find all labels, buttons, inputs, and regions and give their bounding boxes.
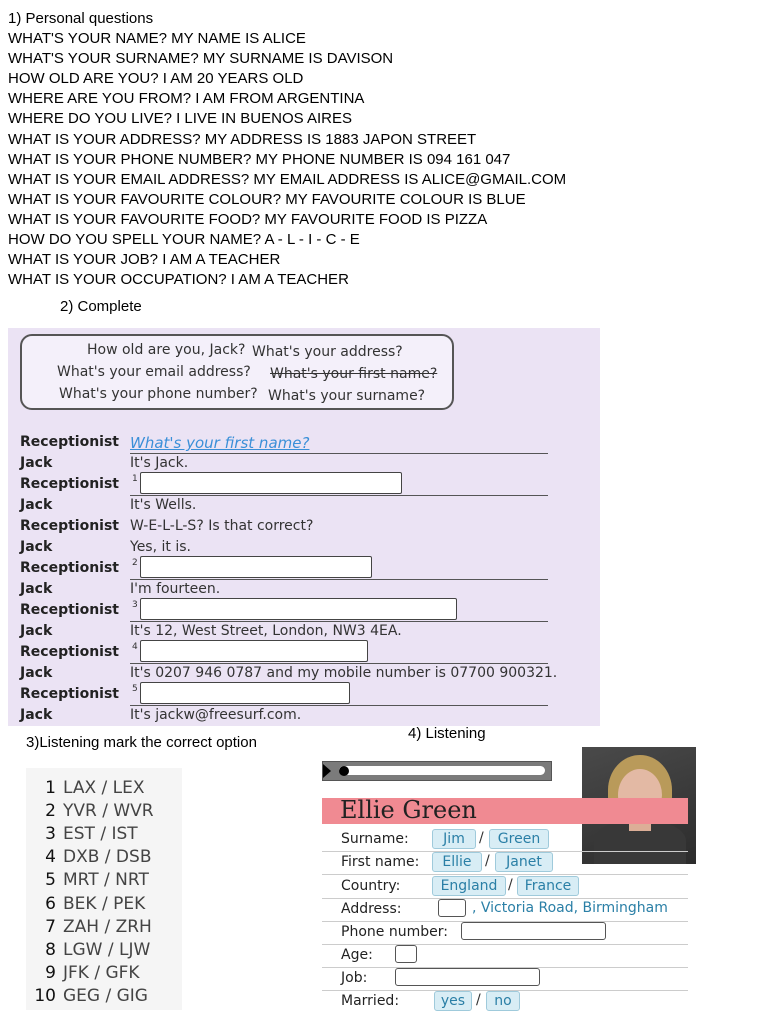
dialogue-row xyxy=(8,644,600,665)
code-option-row[interactable] xyxy=(26,778,145,800)
code-option-row[interactable] xyxy=(26,870,149,892)
item-number: 2 xyxy=(45,801,56,821)
speaker-receptionist: Receptionist xyxy=(20,518,119,534)
field-label: Country: xyxy=(341,878,401,894)
jack-line: I'm fourteen. xyxy=(130,581,221,597)
option-jim[interactable]: Jim xyxy=(432,829,476,849)
dialogue-row xyxy=(8,476,600,497)
answer-input-5[interactable] xyxy=(140,682,350,704)
field-phone xyxy=(322,921,688,945)
qa-line: WHAT'S YOUR SURNAME? MY SURNAME IS DAVISON xyxy=(8,50,394,68)
audio-player[interactable] xyxy=(322,761,552,781)
qa-line: WHERE ARE YOU FROM? I AM FROM ARGENTINA xyxy=(8,90,365,108)
code-option-row[interactable] xyxy=(26,847,151,869)
field-address xyxy=(322,898,688,922)
blank-number: 2 xyxy=(132,558,138,568)
example-answer: What's your first name? xyxy=(130,434,310,452)
code-option-row[interactable] xyxy=(26,801,154,823)
answer-input-1[interactable] xyxy=(140,472,402,494)
answer-input-3[interactable] xyxy=(140,598,457,620)
answer-input-4[interactable] xyxy=(140,640,368,662)
speaker-jack: Jack xyxy=(20,497,53,513)
item-number: 4 xyxy=(45,847,56,867)
field-label: Address: xyxy=(341,901,402,917)
qa-line: WHAT IS YOUR ADDRESS? MY ADDRESS IS 1883 JAPON STREET xyxy=(8,130,477,148)
option-janet[interactable]: Janet xyxy=(495,852,553,872)
section-title: 2) Complete xyxy=(60,298,142,315)
question-option: What's your surname? xyxy=(268,388,426,404)
answer-line xyxy=(130,621,548,622)
qa-line: WHAT'S YOUR NAME? MY NAME IS ALICE xyxy=(8,30,306,48)
code-option-row[interactable] xyxy=(26,894,145,916)
qa-line: WHERE DO YOU LIVE? I LIVE IN BUENOS AIRES xyxy=(8,110,352,128)
field-surname xyxy=(322,828,688,852)
dialogue-row xyxy=(8,707,600,728)
option-ellie[interactable]: Ellie xyxy=(432,852,482,872)
dialogue-row xyxy=(8,497,600,518)
option-separator: / xyxy=(508,877,513,893)
phone-input[interactable] xyxy=(461,922,606,940)
speaker-jack: Jack xyxy=(20,623,53,639)
field-label: Job: xyxy=(341,970,368,986)
personal-questions xyxy=(8,9,628,290)
dialogue-row xyxy=(8,602,600,623)
answer-line xyxy=(130,453,548,454)
section-title: 1) Personal questions xyxy=(8,10,154,27)
code-option-row[interactable] xyxy=(26,963,140,985)
jack-line: It's Wells. xyxy=(130,497,197,513)
dialogue-row xyxy=(8,686,600,707)
qa-line: HOW DO YOU SPELL YOUR NAME? A - L - I - C - E xyxy=(8,231,360,249)
question-box xyxy=(20,334,454,410)
section-title: 4) Listening xyxy=(408,725,486,742)
item-number: 5 xyxy=(45,870,56,890)
profile-card xyxy=(322,798,688,1012)
speaker-jack: Jack xyxy=(20,455,53,471)
question-option: How old are you, Jack? xyxy=(87,342,246,358)
speaker-jack: Jack xyxy=(20,539,53,555)
speaker-receptionist: Receptionist xyxy=(20,686,119,702)
address-street: , Victoria Road, Birmingham xyxy=(472,900,668,916)
speaker-jack: Jack xyxy=(20,707,53,723)
question-option: What's your email address? xyxy=(57,364,251,380)
field-married xyxy=(322,990,688,1013)
code-options: LAX / LEX xyxy=(63,778,145,798)
audio-progress-track[interactable] xyxy=(339,766,545,775)
code-option-row[interactable] xyxy=(26,824,138,846)
field-label: Age: xyxy=(341,947,373,963)
jack-line: It's jackw@freesurf.com. xyxy=(130,707,302,723)
jack-line: It's 0207 946 0787 and my mobile number is 07700 900321. xyxy=(130,665,558,681)
item-number: 8 xyxy=(45,940,56,960)
play-icon[interactable] xyxy=(323,764,331,778)
option-france[interactable]: France xyxy=(517,876,579,896)
airport-code-list xyxy=(26,768,182,1010)
item-number: 3 xyxy=(45,824,56,844)
question-option: What's your phone number? xyxy=(59,386,258,402)
field-country xyxy=(322,875,688,899)
field-label: First name: xyxy=(341,854,420,870)
field-first-name xyxy=(322,851,688,875)
jack-line: It's Jack. xyxy=(130,455,189,471)
answer-line xyxy=(130,579,548,580)
code-options: LGW / LJW xyxy=(63,940,151,960)
option-green[interactable]: Green xyxy=(489,829,549,849)
qa-line: WHAT IS YOUR PHONE NUMBER? MY PHONE NUMBER IS 094 161 047 xyxy=(8,150,511,168)
code-option-row[interactable] xyxy=(26,940,150,962)
section-title: 3)Listening mark the correct option xyxy=(26,734,257,751)
code-options: DXB / DSB xyxy=(63,847,152,867)
code-options: JFK / GFK xyxy=(63,963,140,983)
code-options: BEK / PEK xyxy=(63,894,146,914)
card-header xyxy=(322,798,688,824)
dialogue-row xyxy=(8,518,600,539)
address-number-input[interactable] xyxy=(438,899,466,917)
answer-line xyxy=(130,495,548,496)
blank-number: 3 xyxy=(132,600,138,610)
question-option: What's your address? xyxy=(252,344,403,360)
card-title: Ellie Green xyxy=(340,796,477,824)
speaker-receptionist: Receptionist xyxy=(20,644,119,660)
item-number: 6 xyxy=(45,894,56,914)
code-options: GEG / GIG xyxy=(63,986,148,1006)
qa-line: WHAT IS YOUR FAVOURITE FOOD? MY FAVOURITE FOOD IS PIZZA xyxy=(8,210,488,228)
option-separator: / xyxy=(476,992,481,1008)
field-label: Surname: xyxy=(341,831,409,847)
field-job xyxy=(322,967,688,991)
code-option-row[interactable] xyxy=(26,917,152,939)
field-label: Phone number: xyxy=(341,924,448,940)
jack-line: It's 12, West Street, London, NW3 4EA. xyxy=(130,623,402,639)
speaker-jack: Jack xyxy=(20,665,53,681)
field-label: Married: xyxy=(341,993,400,1009)
code-options: EST / IST xyxy=(63,824,138,844)
code-options: YVR / WVR xyxy=(63,801,154,821)
option-separator: / xyxy=(479,830,484,846)
option-separator: / xyxy=(485,853,490,869)
receptionist-line: W-E-L-L-S? Is that correct? xyxy=(130,518,314,534)
code-option-row[interactable] xyxy=(26,986,148,1008)
code-options: ZAH / ZRH xyxy=(63,917,152,937)
audio-scrubber-handle[interactable] xyxy=(339,766,349,776)
speaker-receptionist: Receptionist xyxy=(20,476,119,492)
option-no[interactable]: no xyxy=(486,991,520,1011)
speaker-jack: Jack xyxy=(20,581,53,597)
item-number: 1 xyxy=(45,778,56,798)
job-input[interactable] xyxy=(395,968,540,986)
code-options: MRT / NRT xyxy=(63,870,149,890)
blank-number: 1 xyxy=(132,474,138,484)
answer-line xyxy=(130,663,548,664)
option-yes[interactable]: yes xyxy=(434,991,472,1011)
answer-line xyxy=(130,705,548,706)
qa-line: WHAT IS YOUR FAVOURITE COLOUR? MY FAVOURITE COLOUR IS BLUE xyxy=(8,190,526,208)
qa-line: WHAT IS YOUR OCCUPATION? I AM A TEACHER xyxy=(8,271,349,289)
qa-line: WHAT IS YOUR EMAIL ADDRESS? MY EMAIL ADDRESS IS ALICE@GMAIL.COM xyxy=(8,170,567,188)
item-number: 7 xyxy=(45,917,56,937)
question-option-used: What's your first name? xyxy=(270,366,438,382)
jack-line: Yes, it is. xyxy=(130,539,191,555)
blank-number: 4 xyxy=(132,642,138,652)
qa-line: HOW OLD ARE YOU? I AM 20 YEARS OLD xyxy=(8,70,304,88)
speaker-receptionist: Receptionist xyxy=(20,560,119,576)
speaker-receptionist: Receptionist xyxy=(20,602,119,618)
item-number: 9 xyxy=(45,963,56,983)
item-number: 10 xyxy=(34,986,56,1006)
complete-dialogue-worksheet xyxy=(8,328,600,726)
dialogue-row xyxy=(8,560,600,581)
field-age xyxy=(322,944,688,968)
age-input[interactable] xyxy=(395,945,417,963)
answer-input-2[interactable] xyxy=(140,556,372,578)
speaker-receptionist: Receptionist xyxy=(20,434,119,450)
blank-number: 5 xyxy=(132,684,138,694)
dialogue-row xyxy=(8,434,600,455)
option-england[interactable]: England xyxy=(432,876,506,896)
qa-line: WHAT IS YOUR JOB? I AM A TEACHER xyxy=(8,251,281,269)
